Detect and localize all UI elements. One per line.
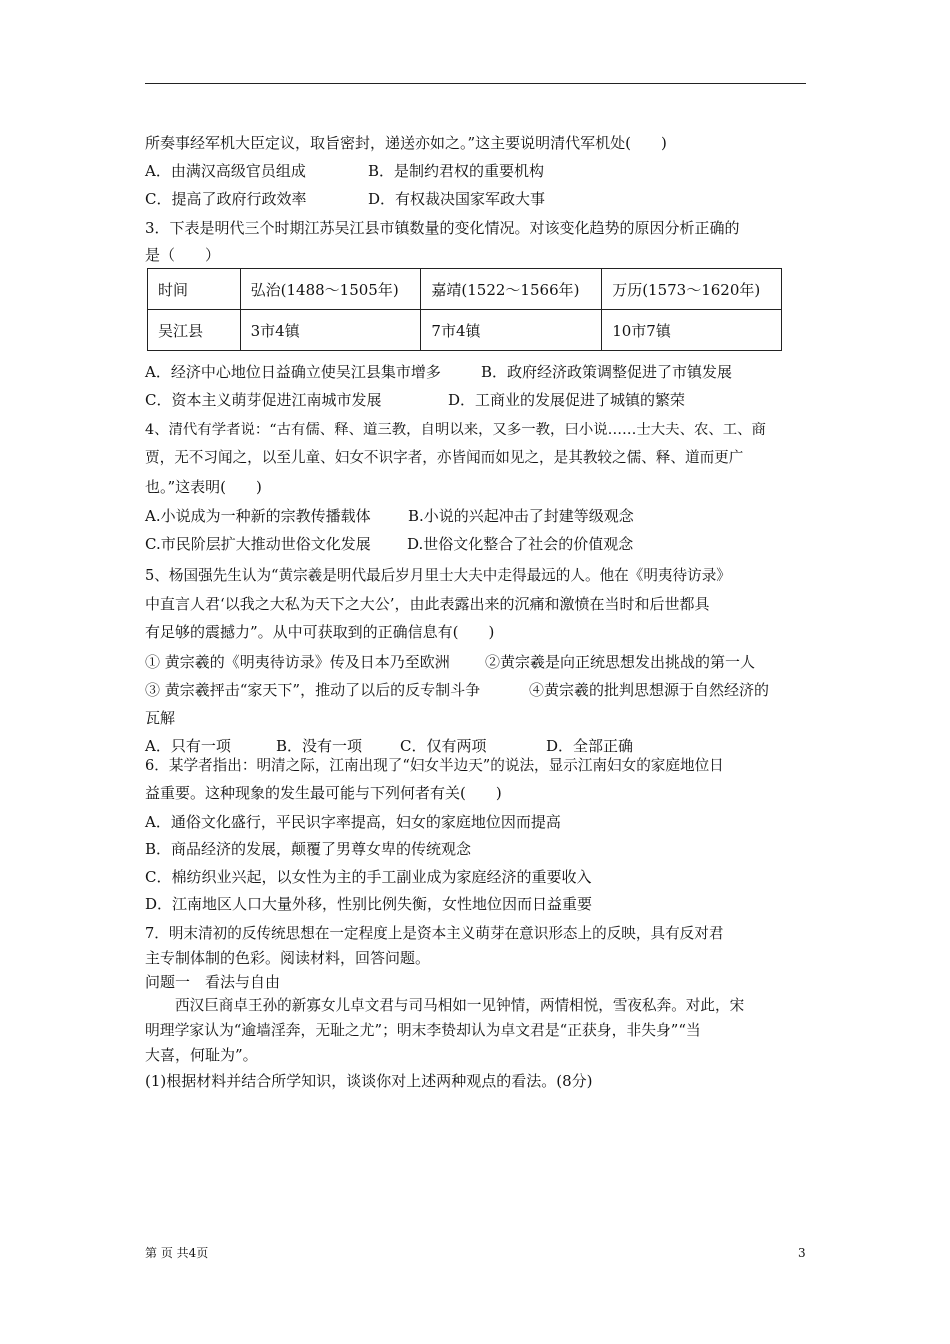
table-cell: 7市4镇 bbox=[421, 310, 602, 351]
q7-subquestion-1: (1)根据材料并结合所学知识，谈谈你对上述两种观点的看法。(8分) bbox=[145, 1072, 593, 1090]
q6-option-b: B．商品经济的发展，颠覆了男尊女卑的传统观念 bbox=[145, 840, 472, 858]
table-row bbox=[148, 310, 782, 351]
q4-option-d: D.世俗文化整合了社会的价值观念 bbox=[407, 535, 634, 553]
q3-stem-line-1: 3．下表是明代三个时期江苏吴江县市镇数量的变化情况。对该变化趋势的原因分析正确的 bbox=[145, 219, 740, 237]
q3-option-c: C．资本主义萌芽促进江南城市发展 bbox=[145, 391, 382, 409]
q7-topic-heading: 问题一 看法与自由 bbox=[145, 973, 281, 991]
q5-line-3: 有足够的震撼力”。从中可获取到的正确信息有( ) bbox=[145, 623, 495, 641]
q6-option-a: A．通俗文化盛行，平民识字率提高，妇女的家庭地位因而提高 bbox=[145, 813, 561, 831]
q6-option-d: D．江南地区人口大量外移，性别比例失衡，女性地位因而日益重要 bbox=[145, 895, 593, 913]
q5-line-2: 中直言人君‘以我之大私为天下之大公’，由此表露出来的沉痛和激愤在当时和后世都具 bbox=[145, 595, 710, 613]
q5-option-d: D．全部正确 bbox=[546, 737, 634, 755]
table-cell: 10市7镇 bbox=[602, 310, 782, 351]
town-count-table bbox=[147, 268, 782, 351]
q6-option-c: C．棉纺织业兴起，以女性为主的手工副业成为家庭经济的重要收入 bbox=[145, 868, 592, 886]
q7-line-2: 主专制体制的色彩。阅读材料，回答问题。 bbox=[145, 949, 431, 967]
header-rule bbox=[145, 83, 806, 84]
table-cell: 万历(1573～1620年) bbox=[602, 269, 782, 310]
q6-line-1: 6．某学者指出：明清之际，江南出现了“妇女半边天”的说法，显示江南妇女的家庭地位日 bbox=[145, 757, 724, 774]
q5-item-1: ① 黄宗羲的《明夷待访录》传及日本乃至欧洲 bbox=[145, 653, 450, 671]
q3-options-row-1 bbox=[145, 362, 805, 382]
q5-option-c: C．仅有两项 bbox=[400, 737, 487, 755]
q4-options-row-2 bbox=[145, 534, 805, 554]
q5-option-b: B．没有一项 bbox=[276, 737, 363, 755]
q7-material-line-2: 明理学家认为“逾墙淫奔，无耻之尤”；明末李贽却认为卓文君是“正获身，非失身”“当 bbox=[145, 1022, 701, 1039]
q3-stem-line-2: 是（ ） bbox=[145, 246, 221, 264]
q2-option-c: C．提高了政府行政效率 bbox=[145, 190, 307, 208]
q4-line-1: 4、清代有学者说：“古有儒、释、道三教，自明以来，又多一教，曰小说……士大夫、农、工、商 bbox=[145, 422, 766, 438]
q6-line-2: 益重要。这种现象的发生最可能与下列何者有关( ) bbox=[145, 784, 502, 802]
q4-option-c: C.市民阶层扩大推动世俗文化发展 bbox=[145, 535, 371, 553]
q5-option-a: A．只有一项 bbox=[145, 737, 231, 755]
table-cell: 弘治(1488～1505年) bbox=[240, 269, 421, 310]
q4-options-row-1 bbox=[145, 506, 805, 526]
table-cell: 吴江县 bbox=[148, 310, 241, 351]
q5-options-row bbox=[145, 736, 805, 756]
q2-options-row-1 bbox=[145, 161, 805, 181]
footer-page-number: 3 bbox=[798, 1246, 806, 1260]
q5-item-4: ④黄宗羲的批判思想源于自然经济的 bbox=[529, 681, 770, 699]
q5-line-1: 5、杨国强先生认为“黄宗羲是明代最后岁月里士大夫中走得最远的人。他在《明夷待访录》 bbox=[145, 567, 731, 584]
q3-option-b: B．政府经济政策调整促进了市镇发展 bbox=[481, 363, 733, 381]
table-cell: 嘉靖(1522～1566年) bbox=[421, 269, 602, 310]
q2-stem-tail: 所奏事经军机大臣定议，取旨密封，递送亦如之。”这主要说明清代军机处( ) bbox=[145, 134, 667, 152]
q2-option-a: A．由满汉高级官员组成 bbox=[145, 162, 306, 180]
q5-items-row-2 bbox=[145, 680, 805, 700]
q4-option-b: B.小说的兴起冲击了封建等级观念 bbox=[408, 507, 634, 525]
q3-option-d: D．工商业的发展促进了城镇的繁荣 bbox=[448, 391, 686, 409]
q7-material-line-3: 大喜，何耻为”。 bbox=[145, 1046, 258, 1064]
q5-items-row-1 bbox=[145, 652, 805, 672]
footer-page-info: 第 页 共4页 bbox=[145, 1246, 209, 1260]
q2-option-b: B．是制约君权的重要机构 bbox=[368, 162, 545, 180]
q4-line-2: 贾，无不习闻之，以至儿童、妇女不识字者，亦皆闻而如见之，是其教较之儒、释、道而更广 bbox=[145, 449, 744, 466]
q3-option-a: A．经济中心地位日益确立使吴江县集市增多 bbox=[145, 363, 441, 381]
q2-options-row-2 bbox=[145, 189, 805, 209]
q4-line-3: 也。”这表明( ) bbox=[145, 478, 262, 496]
q5-item-4-continuation: 瓦解 bbox=[145, 709, 176, 727]
q4-option-a: A.小说成为一种新的宗教传播载体 bbox=[145, 507, 371, 525]
q7-line-1: 7．明末清初的反传统思想在一定程度上是资本主义萌芽在意识形态上的反映，具有反对君 bbox=[145, 925, 724, 942]
q3-options-row-2 bbox=[145, 390, 805, 410]
table-cell: 3市4镇 bbox=[240, 310, 421, 351]
table-header-row bbox=[148, 269, 782, 310]
q7-material-line-1: 西汉巨商卓王孙的新寡女儿卓文君与司马相如一见钟情，两情相悦，雪夜私奔。对此，宋 bbox=[175, 997, 745, 1014]
q2-option-d: D．有权裁决国家军政大事 bbox=[368, 190, 546, 208]
q5-item-2: ②黄宗羲是向正统思想发出挑战的第一人 bbox=[485, 653, 756, 671]
table-cell: 时间 bbox=[148, 269, 241, 310]
q5-item-3: ③ 黄宗羲抨击“家天下”，推动了以后的反专制斗争 bbox=[145, 681, 481, 699]
